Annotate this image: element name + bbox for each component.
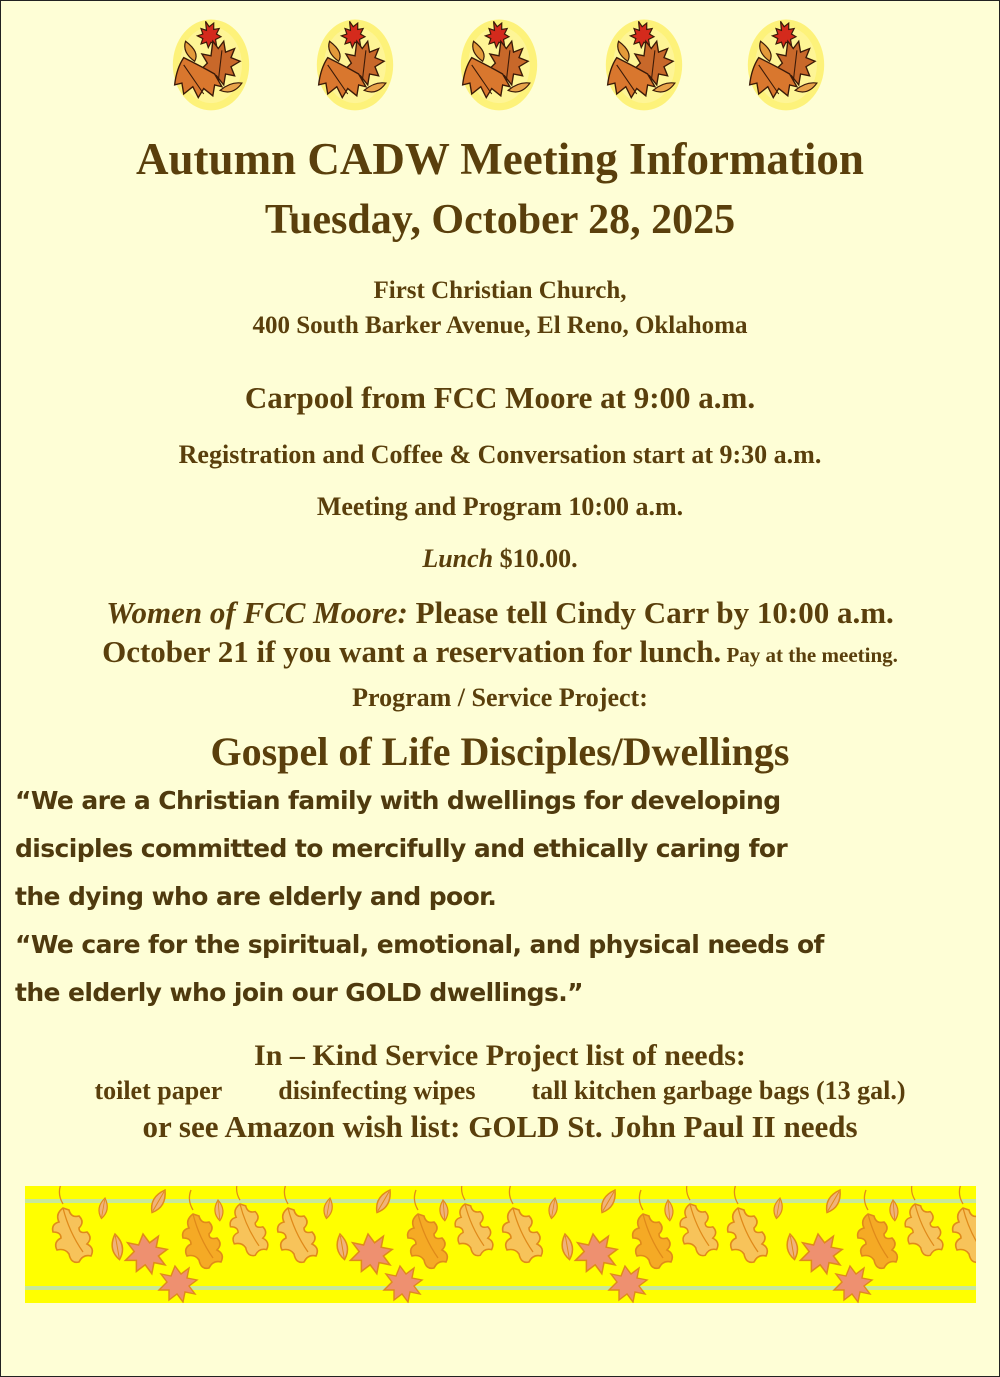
small-leaf-icon [785, 1233, 799, 1260]
small-leaf-icon [373, 1188, 395, 1216]
mission-line: the dying who are elderly and poor. [15, 882, 497, 911]
needs-heading: In – Kind Service Project list of needs: [254, 1039, 746, 1072]
oak-leaf-icon [633, 1190, 673, 1268]
reservation-line-1 [0, 595, 1000, 631]
oak-leaf-icon [455, 1186, 493, 1256]
small-leaf-icon [335, 1233, 349, 1260]
program-name: Gospel of Life Disciples/Dwellings [210, 729, 790, 774]
maple-leaf-icon [350, 1234, 392, 1274]
small-leaf-icon [598, 1188, 620, 1216]
need-item: tall kitchen garbage bags (13 gal.) [531, 1076, 906, 1105]
maple-leaf-icon [834, 1266, 872, 1302]
mission-line: “We care for the spiritual, emotional, and physical needs of [15, 930, 824, 959]
amazon-wishlist: or see Amazon wish list: GOLD St. John Paul II needs [142, 1109, 858, 1144]
mission-line: “We are a Christian family with dwellings for developing [15, 786, 781, 815]
small-leaf-icon [889, 1200, 899, 1221]
oak-leaf-icon [953, 1186, 976, 1262]
flyer-title: Autumn CADW Meeting Information [136, 134, 864, 184]
small-leaf-icon [823, 1188, 845, 1216]
reservation-line-2 [0, 634, 1000, 670]
oak-leaf-icon [278, 1186, 318, 1262]
lunch-info [0, 544, 1000, 574]
small-leaf-icon [772, 1197, 783, 1219]
lunch-price: $10.00. [493, 544, 578, 573]
autumn-leaves-icon [453, 14, 545, 114]
small-leaf-icon [560, 1233, 574, 1260]
maple-leaf-icon [800, 1234, 842, 1274]
autumn-leaves-icon [598, 14, 690, 114]
reservation-audience: Women of FCC Moore: [106, 595, 408, 630]
autumn-leaves-icon [740, 14, 832, 114]
oak-leaf-icon [503, 1186, 543, 1262]
maple-leaf-icon [384, 1266, 422, 1302]
oak-leaf-icon [905, 1186, 943, 1256]
oak-leaf-icon [680, 1186, 718, 1256]
registration-info: Registration and Coffee & Conversation start at 9:30 a.m. [178, 440, 822, 469]
autumn-leaves-icon [165, 14, 257, 114]
maple-leaf-icon [575, 1234, 617, 1274]
maple-leaf-icon [609, 1266, 647, 1302]
small-leaf-icon [148, 1188, 170, 1216]
small-leaf-icon [547, 1197, 558, 1219]
reservation-deadline: October 21 if you want a reservation for lunch. [102, 634, 722, 669]
meeting-time: Meeting and Program 10:00 a.m. [316, 492, 684, 521]
need-item: disinfecting wipes [278, 1076, 476, 1105]
meeting-date: Tuesday, October 28, 2025 [264, 197, 736, 243]
small-leaf-icon [97, 1197, 108, 1219]
oak-leaf-icon [53, 1186, 93, 1262]
need-item: toilet paper [94, 1076, 223, 1105]
program-label: Program / Service Project: [352, 683, 648, 712]
oak-leaf-icon [408, 1190, 448, 1268]
small-leaf-icon [439, 1200, 449, 1221]
oak-leaf-icon [858, 1190, 898, 1268]
reservation-instruction: Please tell Cindy Carr by 10:00 a.m. [407, 595, 894, 630]
oak-leaf-icon [183, 1190, 223, 1268]
small-leaf-icon [214, 1200, 224, 1221]
small-leaf-icon [322, 1197, 333, 1219]
carpool-info: Carpool from FCC Moore at 9:00 a.m. [244, 380, 756, 415]
payment-note: Pay at the meeting. [721, 643, 898, 667]
falling-leaves-border [25, 1186, 976, 1303]
location-address: 400 South Barker Avenue, El Reno, Oklahoma [252, 312, 748, 339]
location-name: First Christian Church, [373, 277, 627, 304]
maple-leaf-icon [125, 1234, 167, 1274]
autumn-leaves-icon [309, 14, 401, 114]
oak-leaf-icon [230, 1186, 268, 1256]
needs-list [0, 1076, 1000, 1106]
falling-leaves-pattern [25, 1186, 976, 1303]
mission-line: the elderly who join our GOLD dwellings.” [15, 978, 583, 1007]
small-leaf-icon [664, 1200, 674, 1221]
oak-leaf-icon [728, 1186, 768, 1262]
maple-leaf-icon [159, 1266, 197, 1302]
small-leaf-icon [110, 1233, 124, 1260]
lunch-label: Lunch [422, 544, 494, 573]
mission-line: disciples committed to mercifully and ethically caring for [15, 834, 788, 863]
